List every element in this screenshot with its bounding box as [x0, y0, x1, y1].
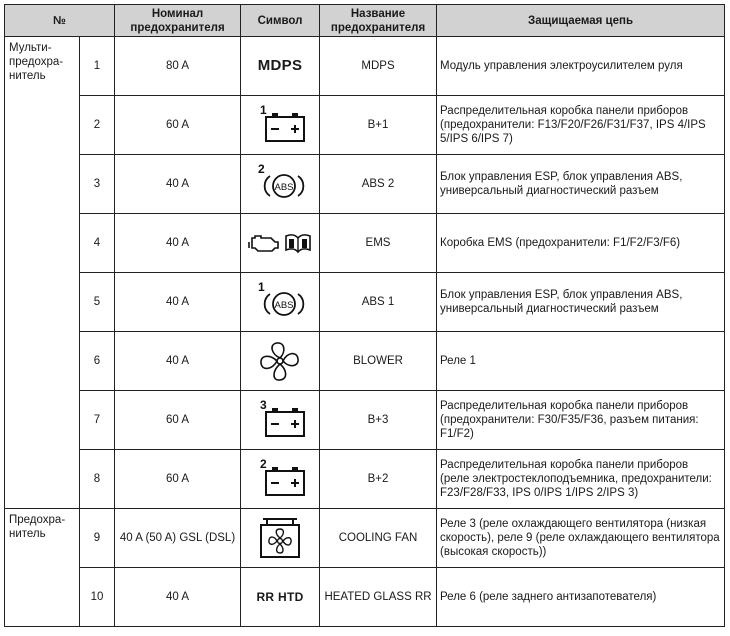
- table-row: [5, 96, 725, 155]
- row-symbol: [241, 450, 320, 509]
- row-circuit: Распределительная коробка панели приборов (предохранители: F13/F20/F26/F31/F37, IPS 4/IPS 5/IPS 6/IPS 7): [437, 96, 725, 155]
- header-name: Название предохранителя: [320, 5, 437, 37]
- row-rating: 60 A: [115, 391, 241, 450]
- group-label-multi: Мульти-предохра-нитель: [5, 37, 80, 509]
- row-symbol: [241, 214, 320, 273]
- row-symbol: [241, 568, 320, 627]
- fan-icon: [255, 340, 305, 382]
- row-fuse-name: BLOWER: [320, 332, 437, 391]
- manual-book-icon: [286, 235, 310, 252]
- table-row: [5, 391, 725, 450]
- row-rating: 60 A: [115, 450, 241, 509]
- battery-icon: [250, 457, 310, 501]
- row-circuit: Распределительная коробка панели приборов (предохранители: F30/F35/F36, разъем питания: F1/F2): [437, 391, 725, 450]
- row-fuse-name: B+3: [320, 391, 437, 450]
- abs-label: ABS: [274, 300, 294, 311]
- row-number: 7: [80, 391, 115, 450]
- row-fuse-name: B+1: [320, 96, 437, 155]
- abs-icon: [250, 162, 310, 206]
- cooling-fan-icon: [253, 515, 307, 561]
- row-fuse-name: ABS 1: [320, 273, 437, 332]
- row-fuse-name: MDPS: [320, 37, 437, 96]
- row-circuit: Реле 3 (реле охлаждающего вентилятора (низкая скорость), реле 9 (реле охлаждающего вентилятора (высокая скорость)): [437, 509, 725, 568]
- header-circuit: Защищаемая цепь: [437, 5, 725, 37]
- row-fuse-name: EMS: [320, 214, 437, 273]
- row-circuit: Модуль управления электроусилителем руля: [437, 37, 725, 96]
- symbol-index: 2: [260, 457, 267, 471]
- symbol-index: 3: [260, 398, 267, 412]
- abs-label: ABS: [274, 182, 294, 193]
- table-row: [5, 568, 725, 627]
- row-circuit: Реле 6 (реле заднего антизапотевателя): [437, 568, 725, 627]
- row-symbol: [241, 155, 320, 214]
- fuse-table: [4, 4, 725, 627]
- row-fuse-name: ABS 2: [320, 155, 437, 214]
- row-rating: 40 A: [115, 273, 241, 332]
- header-row: [5, 5, 725, 37]
- row-number: 5: [80, 273, 115, 332]
- row-rating: 80 A: [115, 37, 241, 96]
- table-row: [5, 37, 725, 96]
- battery-icon: [250, 103, 310, 147]
- row-number: 1: [80, 37, 115, 96]
- table-row: [5, 509, 725, 568]
- row-number: 8: [80, 450, 115, 509]
- row-circuit: Блок управления ESP, блок управления ABS, универсальный диагностический разъем: [437, 273, 725, 332]
- row-symbol: [241, 332, 320, 391]
- header-num: №: [5, 5, 115, 37]
- row-number: 3: [80, 155, 115, 214]
- table-row: [5, 273, 725, 332]
- table-row: [5, 214, 725, 273]
- abs-icon: [250, 280, 310, 324]
- engine-icon: [249, 236, 278, 251]
- row-symbol: [241, 509, 320, 568]
- row-circuit: Блок управления ESP, блок управления ABS, универсальный диагностический разъем: [437, 155, 725, 214]
- row-symbol: [241, 273, 320, 332]
- row-fuse-name: HEATED GLASS RR: [320, 568, 437, 627]
- row-rating: 40 A: [115, 214, 241, 273]
- row-fuse-name: B+2: [320, 450, 437, 509]
- row-circuit: Коробка EMS (предохранители: F1/F2/F3/F6): [437, 214, 725, 273]
- group-label-fuse: Предохра-нитель: [5, 509, 80, 627]
- table-row: [5, 155, 725, 214]
- battery-icon: [250, 398, 310, 442]
- row-circuit: Реле 1: [437, 332, 725, 391]
- table-row: [5, 450, 725, 509]
- header-symbol: Символ: [241, 5, 320, 37]
- row-fuse-name: COOLING FAN: [320, 509, 437, 568]
- row-circuit: Распределительная коробка панели приборов (реле электростеклоподъемника, предохранители: F23/F28/F33, IPS 0/IPS 1/IPS 2/IPS 3): [437, 450, 725, 509]
- row-rating: 40 A: [115, 568, 241, 627]
- row-symbol: [241, 37, 320, 96]
- rr-htd-symbol-text: RR HTD: [256, 589, 304, 604]
- row-symbol: [241, 391, 320, 450]
- row-number: 9: [80, 509, 115, 568]
- header-rating: Номинал предохранителя: [115, 5, 241, 37]
- engine-manual-icon: [248, 228, 312, 258]
- row-rating: 40 A (50 A) GSL (DSL): [115, 509, 241, 568]
- table-row: [5, 332, 725, 391]
- row-number: 6: [80, 332, 115, 391]
- row-rating: 40 A: [115, 155, 241, 214]
- row-number: 10: [80, 568, 115, 627]
- row-rating: 60 A: [115, 96, 241, 155]
- row-rating: 40 A: [115, 332, 241, 391]
- row-symbol: [241, 96, 320, 155]
- symbol-index: 2: [258, 162, 265, 176]
- mdps-symbol-text: MDPS: [257, 56, 303, 74]
- row-number: 2: [80, 96, 115, 155]
- row-number: 4: [80, 214, 115, 273]
- symbol-index: 1: [260, 103, 267, 117]
- symbol-index: 1: [258, 280, 265, 294]
